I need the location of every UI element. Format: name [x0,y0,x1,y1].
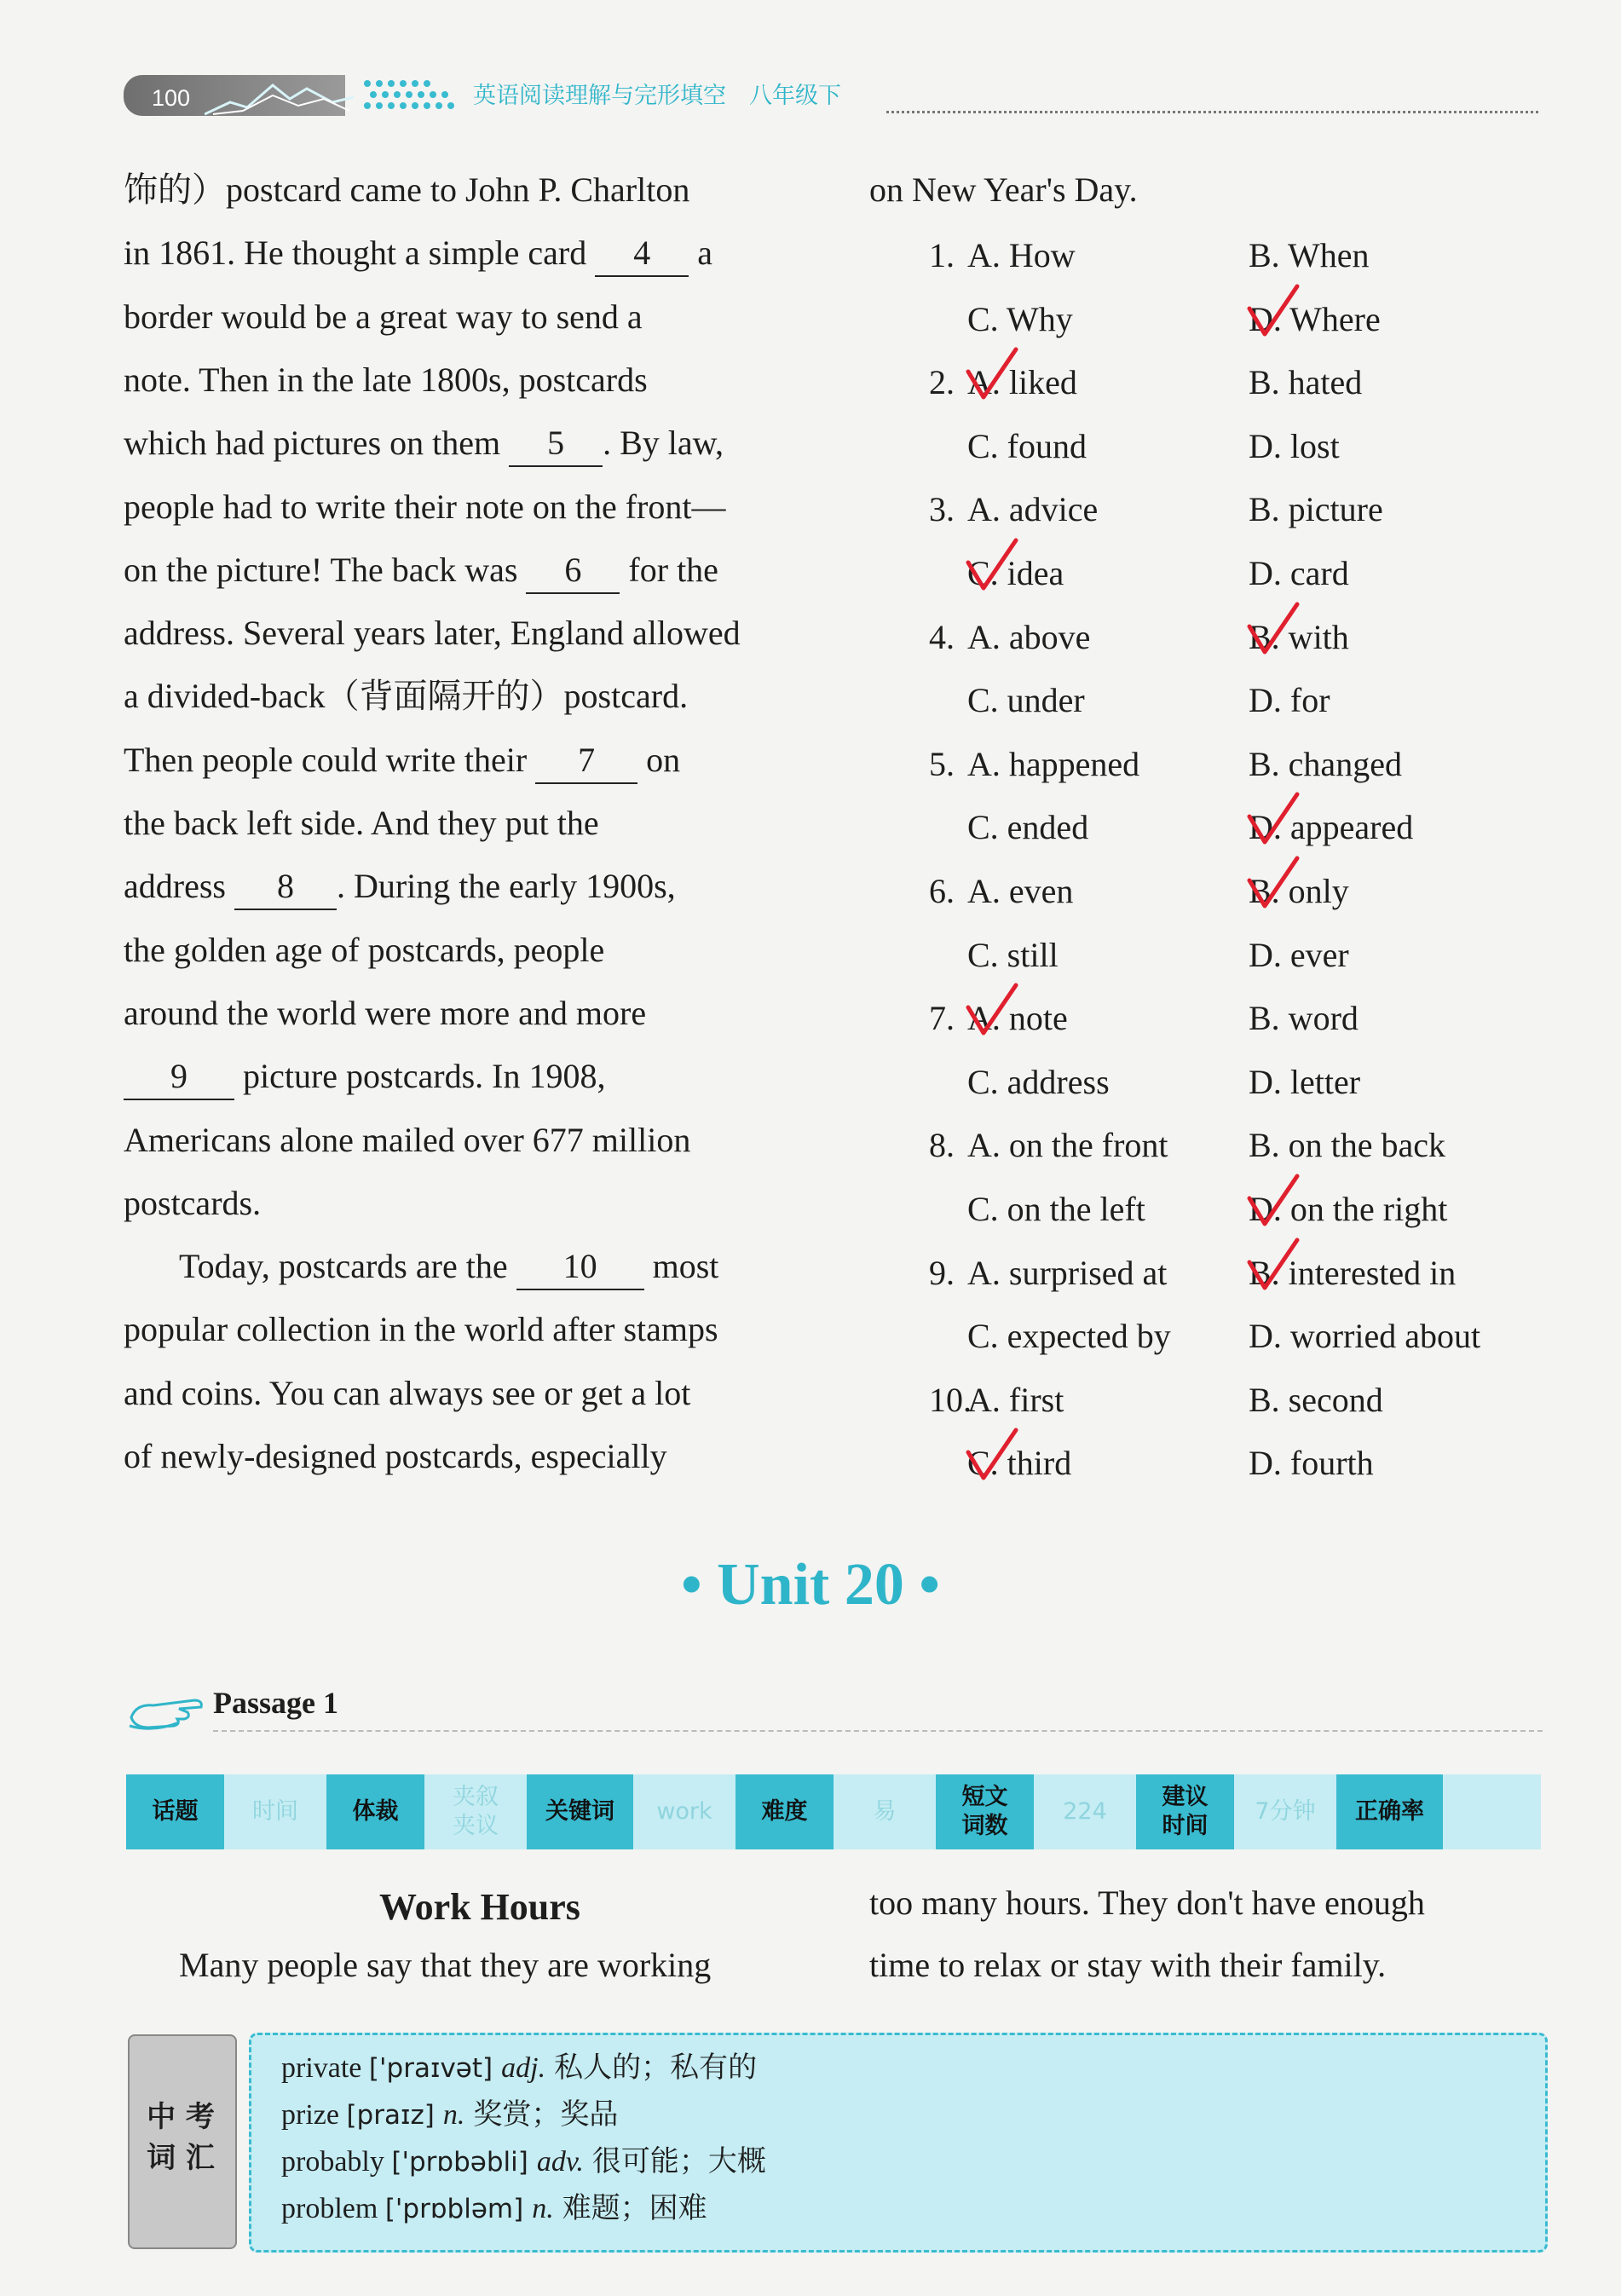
option-a: A. above [967,617,1091,656]
checkmark-icon [961,537,1021,597]
option-c: C. expected by [967,1317,1171,1356]
passage-text: Then people could write their [124,740,536,779]
option-d: D. fourth [1249,1444,1374,1483]
info-label-topic: 话题 [126,1774,224,1849]
option-b: B. with [1249,617,1349,656]
vocab-pos: n. [532,2193,554,2224]
option-d: D. worried about [1249,1317,1481,1356]
info-value-genre: 夹叙夹议 [453,1784,499,1839]
option-b: B. hated [1249,363,1363,402]
vocab-word: probably [281,2146,392,2178]
vocab-entry [281,2137,766,2179]
option-a: A. surprised at [967,1253,1168,1292]
passage-text-right-2: time to relax or stay with their family. [869,1946,1387,1984]
passage-line [124,1424,788,1488]
option-b: B. second [1249,1380,1383,1419]
question-number: 1. [929,236,955,274]
passage-line [124,664,788,728]
passage-line [124,981,788,1045]
answer-blank: 10 [516,1244,644,1290]
info-label-accuracy: 正确率 [1336,1774,1443,1849]
passage-text: note. Then in the late 1800s, postcards [124,360,648,399]
option-d: D. Where [1249,299,1381,338]
question-number: 4. [929,617,955,656]
passage-text: around the world were more and more [124,993,647,1032]
option-b: B. on the back [1249,1126,1446,1165]
answer-blank: 4 [595,231,689,277]
vocab-entry [281,2044,757,2085]
checkmark-icon [1243,1237,1302,1296]
passage-text: on [637,740,681,779]
checkmark-icon [1243,601,1302,661]
option-d: D. ever [1249,935,1349,974]
option-c: C. Why [967,299,1073,338]
info-label-genre: 体裁 [326,1774,424,1849]
vocab-meaning: 很可能；大概 [591,2146,766,2178]
passage-line [124,791,788,855]
vocab-meaning: 奖赏；奖品 [473,2099,619,2131]
passage-line [124,601,788,665]
passage-divider [213,1730,1543,1732]
passage-line [124,348,788,412]
option-b: B. When [1249,236,1370,274]
question-number: 8. [929,1126,955,1165]
checkmark-icon [1243,283,1302,343]
mountain-icon [205,77,354,116]
passage-text-left: Many people say that they are working [179,1946,712,1984]
passage-line [124,1044,788,1108]
info-label-suggested-time: 建议时间 [1136,1774,1234,1849]
option-d: D. on the right [1249,1190,1448,1228]
passage-title: Work Hours [379,1886,580,1928]
passage-text: address. Several years later, England allowed [124,614,741,653]
option-d: D. for [1249,681,1330,720]
passage-line [124,411,788,475]
page-number: 100 [152,85,191,111]
option-c: C. address [967,1062,1110,1101]
passage-text: and coins. You can always see or get a lot [124,1373,691,1412]
passage-line [124,285,788,349]
passage-text-right-1: too many hours. They don't have enough [869,1884,1425,1922]
passage-text: Americans alone mailed over 677 million [124,1120,691,1159]
vocab-ipa: [praɪz] [346,2100,435,2131]
option-d: D. appeared [1249,808,1414,847]
passage-text: Today, postcards are the [179,1247,516,1286]
info-value-suggested-time: 7分钟 [1255,1798,1316,1825]
info-value-topic: 时间 [252,1798,298,1825]
passage-text: postcards. [124,1183,262,1222]
option-d: D. letter [1249,1062,1361,1101]
option-a: A. on the front [967,1126,1168,1165]
vocab-pos: adj. [501,2052,546,2084]
answer-blank: 7 [535,738,637,784]
passage-line [124,918,788,982]
option-c: C. still [967,935,1059,974]
header-divider [886,111,1538,113]
info-value-keyword: work [656,1798,712,1825]
question-number: 3. [929,490,955,529]
vocab-word: problem [281,2193,385,2224]
option-c: C. found [967,426,1087,465]
passage-text: 饰的）postcard came to John P. Charlton [124,170,690,209]
passage-line [124,854,788,918]
passage-text: for the [620,550,718,589]
info-value-word-count: 224 [1063,1798,1107,1825]
vocab-meaning: 难题；困难 [562,2193,707,2224]
passage-text: address [124,867,234,906]
question-number: 2. [929,363,955,402]
option-a: A. happened [967,744,1140,783]
checkmark-icon [961,346,1021,406]
option-d: D. lost [1249,426,1340,465]
passage-label: Passage 1 [213,1686,338,1720]
option-b: B. interested in [1249,1253,1457,1292]
option-d: D. card [1249,554,1349,592]
passage-text: a divided-back（背面隔开的）postcard. [124,677,689,716]
vocab-ipa: ['prɒbəbli] [391,2147,528,2178]
passage-text: the back left side. And they put the [124,804,599,842]
passage-text: most [643,1247,719,1286]
question-number: 5. [929,744,955,783]
option-a: A. How [967,236,1076,274]
option-b: B. word [1249,999,1359,1038]
passage-text: picture postcards. In 1908, [234,1057,606,1096]
vocab-pos: adv. [536,2146,584,2178]
answer-blank: 6 [526,548,620,594]
option-c: C. on the left [967,1190,1145,1228]
passage-line [124,1297,788,1361]
passage-text: on the picture! The back was [124,550,527,589]
info-label-word-count: 短文词数 [936,1774,1034,1849]
option-a: A. liked [967,363,1077,402]
option-c: C. under [967,681,1085,720]
option-c: C. idea [967,554,1064,592]
answer-blank: 9 [124,1054,234,1100]
checkmark-icon [961,1427,1021,1486]
passage-line [124,538,788,602]
vocab-word: prize [281,2099,347,2131]
passage-text: of newly-designed postcards, especially [124,1437,667,1475]
passage-line [124,728,788,792]
passage-text: people had to write their note on the front— [124,487,726,526]
passage-text: popular collection in the world after stamps [124,1310,718,1349]
passage-text: which had pictures on them [124,424,510,463]
option-b: B. only [1249,872,1349,910]
info-value-accuracy [1443,1774,1541,1849]
vocab-pos: n. [442,2099,465,2131]
checkmark-icon [961,982,1021,1041]
info-value-difficulty: 易 [873,1798,897,1825]
passage-text: the golden age of postcards, people [124,930,605,969]
passage-line [124,1108,788,1172]
question-number: 7. [929,999,955,1038]
book-title: 英语阅读理解与完形填空 八年级下 [473,83,841,109]
vocab-ipa: ['prɒbləm] [384,2194,524,2224]
passage-text: in 1861. He thought a simple card [124,234,596,273]
option-c: C. ended [967,808,1089,847]
answer-blank: 8 [234,864,337,910]
question-number: 9. [929,1253,955,1292]
info-label-difficulty: 难度 [736,1774,834,1849]
option-a: A. advice [967,490,1099,529]
option-a: A. first [967,1380,1064,1419]
option-a: A. note [967,999,1068,1038]
question-number: 6. [929,872,955,910]
vocab-label: 中 考 词 汇 [147,2100,215,2175]
question-number: 10. [929,1380,972,1419]
pointing-hand-icon [128,1692,206,1731]
passage-line [124,158,788,222]
passage-line [124,475,788,539]
passage-text: a [689,234,712,273]
checkmark-icon [1243,791,1302,851]
option-a: A. even [967,872,1074,910]
option-b: B. changed [1249,744,1402,783]
vocab-entry [281,2091,618,2132]
passage-text: border would be a great way to send a [124,297,643,336]
unit-title: • Unit 20 • [681,1552,940,1618]
vocab-meaning: 私人的；私有的 [554,2052,758,2084]
info-label-keyword: 关键词 [527,1774,633,1849]
passage-line [124,1361,788,1425]
passage-info-bar [126,1774,1541,1849]
option-b: B. picture [1249,490,1383,529]
header-dots-decoration [362,78,460,112]
passage-right-first-line: on New Year's Day. [869,170,1138,209]
passage-line [179,1234,788,1298]
option-c: C. third [967,1444,1072,1483]
vocab-word: private [281,2052,369,2084]
passage-line [124,221,788,285]
checkmark-icon [1243,1173,1302,1232]
passage-line [124,1171,788,1235]
vocab-entry [281,2184,707,2226]
checkmark-icon [1243,855,1302,914]
vocab-ipa: ['praɪvət] [368,2053,493,2084]
answer-blank: 5 [509,421,603,467]
passage-text: . During the early 1900s, [336,867,676,906]
passage-text: . By law, [603,424,724,463]
